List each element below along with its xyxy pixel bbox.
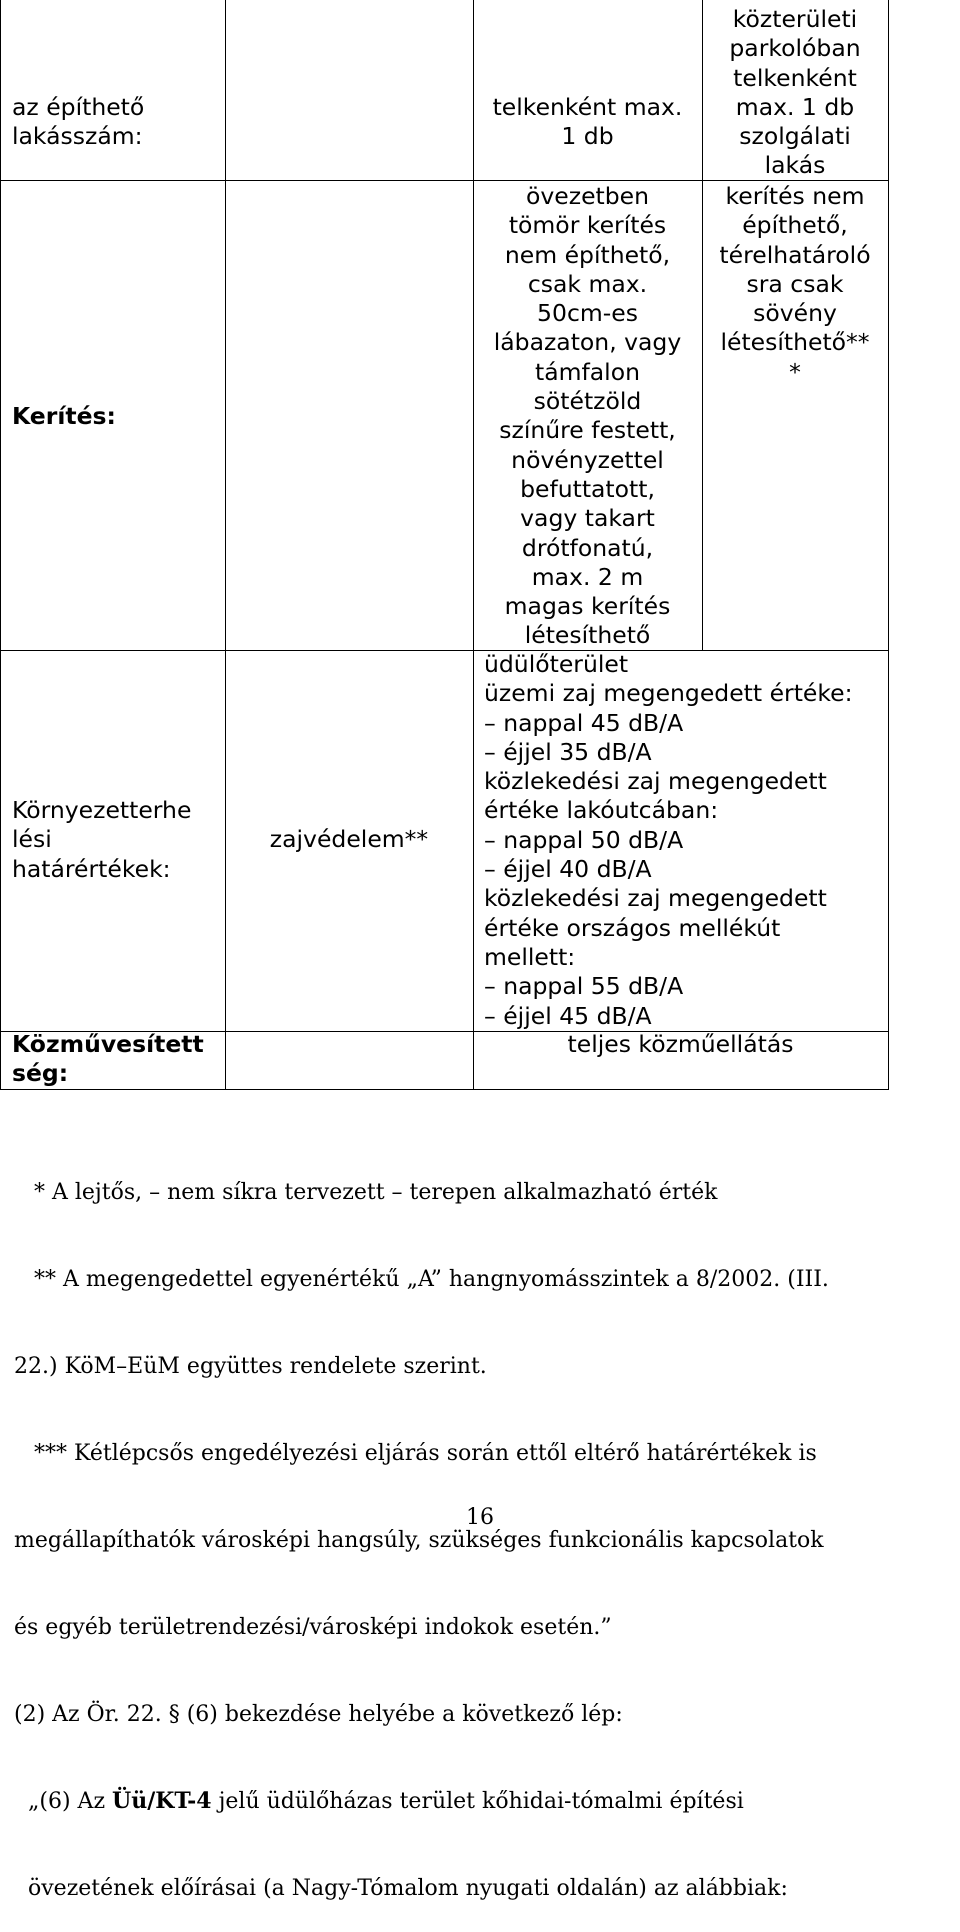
cell-zajvedelem: zajvédelem** xyxy=(269,825,429,853)
zone-code: Üü/KT-4 xyxy=(112,1788,212,1814)
note-hangnyomas-2: 22.) KöM–EüM együttes rendelete szerint. xyxy=(14,1354,487,1379)
quote-post: jelű üdülőházas terület kőhidai-tómalmi építési xyxy=(218,1789,744,1814)
cell-kerites-extra: kerítés nem építhető, térelhatároló sra csak sövény létesíthető** * xyxy=(719,182,871,386)
quote-line-1 xyxy=(14,1787,960,1816)
row-label-kornyezetterhelesi: Környezetterhe lési határértékek: xyxy=(12,796,192,883)
note-ketlepcsos-2: megállapíthatók városképi hangsúly, szükséges funkcionális kapcsolatok xyxy=(14,1528,824,1553)
row-label-lakasszam: az építhető lakásszám: xyxy=(12,93,145,151)
cell-kerites-value: övezetben tömör kerítés nem építhető, csak max. 50cm-es lábazaton, vagy támfalon sötétzöld színűre festett, növényzettel befuttatott, vagy takart drótfonatú, max. 2 m magas kerítés létesíthető xyxy=(493,182,682,650)
cell-zaj-hatarertekek: üdülőterület üzemi zaj megengedett értéke: – nappal 45 dB/A – éjjel 35 dB/A közlekedési zaj megengedett értéke lakóutcában: – nappal 50 dB/A – éjjel 40 dB/A közlekedési zaj megengedett értéke országos mellékút mellett: – nappal 55 dB/A – éjjel 45 dB/A xyxy=(484,650,853,1030)
note-lejtos: * A lejtős, – nem síkra tervezett – terepen alkalmazható érték xyxy=(34,1180,718,1205)
cell-kozmuellatas: teljes közműellátás xyxy=(567,1030,794,1058)
table-border-bottom xyxy=(0,1089,889,1090)
row-label-kerites: Kerítés: xyxy=(12,402,116,430)
paragraph-2: (2) Az Ör. 22. § (6) bekezdése helyébe a következő lép: xyxy=(14,1702,623,1727)
cell-lakasszam-extra: közterületi parkolóban telkenként max. 1 db szolgálati lakás xyxy=(729,5,861,180)
table-divider-1 xyxy=(225,0,226,1090)
row-label-kozmuvesitettseg: Közművesített ség: xyxy=(12,1030,204,1088)
table-border-left xyxy=(0,0,1,1090)
quote-pre: „(6) Az xyxy=(28,1789,106,1814)
quote-line-2: övezetének előírásai (a Nagy-Tómalom nyugati oldalán) az alábbiak: xyxy=(28,1876,788,1901)
note-hangnyomas-1: ** A megengedettel egyenértékű „A” hangnyomásszintek a 8/2002. (III. xyxy=(34,1267,829,1292)
table-border-right xyxy=(888,0,889,1090)
note-ketlepcsos-3: és egyéb területrendezési/városképi indokok esetén.” xyxy=(14,1615,612,1640)
note-ketlepcsos-1: *** Kétlépcsős engedélyezési eljárás során ettől eltérő határértékek is xyxy=(34,1441,817,1466)
page-number: 16 xyxy=(466,1505,494,1530)
cell-lakasszam-value: telkenként max. 1 db xyxy=(492,93,683,151)
